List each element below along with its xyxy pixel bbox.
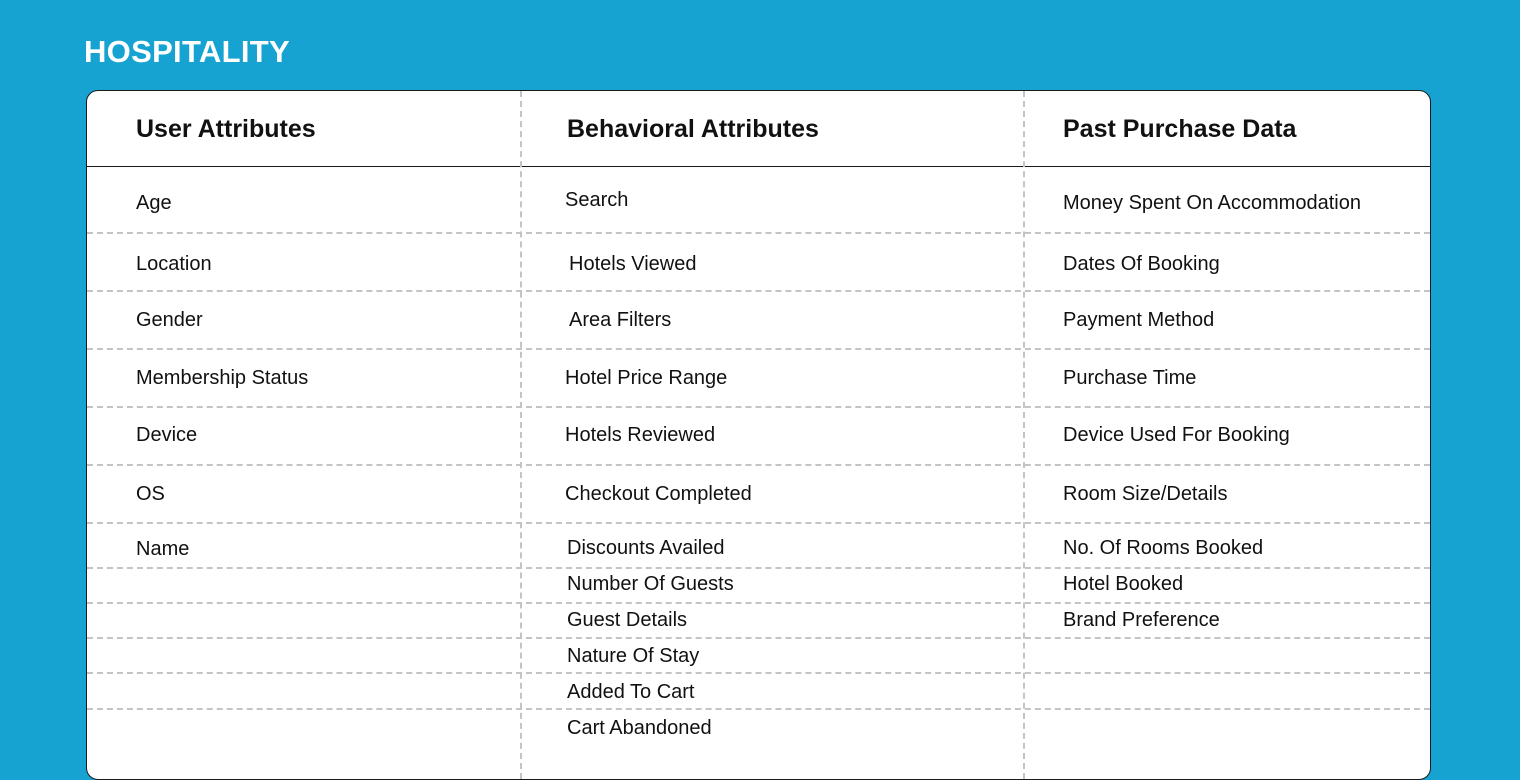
row-divider [87, 290, 1430, 292]
page-title: HOSPITALITY [84, 34, 290, 69]
behavioral-attribute-item: Added To Cart [567, 681, 695, 703]
past-purchase-item: Dates Of Booking [1063, 253, 1220, 275]
column-divider [520, 91, 522, 779]
column-header-past-purchase-data: Past Purchase Data [1063, 115, 1297, 143]
past-purchase-item: Money Spent On Accommodation [1063, 192, 1361, 214]
column-header-behavioral-attributes: Behavioral Attributes [567, 115, 819, 143]
behavioral-attribute-item: Hotels Viewed [569, 253, 697, 275]
row-divider [87, 522, 1430, 524]
user-attribute-item: OS [136, 483, 165, 505]
past-purchase-item: Brand Preference [1063, 609, 1220, 631]
behavioral-attribute-item: Hotel Price Range [565, 367, 728, 389]
past-purchase-item: Room Size/Details [1063, 483, 1228, 505]
table-header-row [87, 91, 1430, 167]
behavioral-attribute-item: Search [565, 189, 629, 211]
user-attribute-item: Location [136, 253, 212, 275]
past-purchase-item: Hotel Booked [1063, 573, 1184, 595]
past-purchase-item: No. Of Rooms Booked [1063, 537, 1264, 559]
past-purchase-item: Payment Method [1063, 309, 1215, 331]
behavioral-attribute-item: Hotels Reviewed [565, 424, 716, 446]
column-header-user-attributes: User Attributes [136, 115, 316, 143]
row-divider [87, 708, 1430, 710]
user-attribute-item: Membership Status [136, 367, 309, 389]
user-attribute-item: Name [136, 538, 190, 560]
behavioral-attribute-item: Number Of Guests [567, 573, 734, 595]
row-divider [87, 464, 1430, 466]
row-divider [87, 348, 1430, 350]
past-purchase-item: Device Used For Booking [1063, 424, 1290, 446]
behavioral-attribute-item: Cart Abandoned [567, 717, 712, 739]
user-attribute-item: Device [136, 424, 198, 446]
behavioral-attribute-item: Area Filters [569, 309, 672, 331]
column-divider [1023, 91, 1025, 779]
row-divider [87, 567, 1430, 569]
row-divider [87, 672, 1430, 674]
attributes-table [86, 90, 1431, 780]
row-divider [87, 232, 1430, 234]
user-attribute-item: Gender [136, 309, 203, 331]
user-attribute-item: Age [136, 192, 172, 214]
row-divider [87, 637, 1430, 639]
behavioral-attribute-item: Checkout Completed [565, 483, 752, 505]
row-divider [87, 602, 1430, 604]
row-divider [87, 406, 1430, 408]
past-purchase-item: Purchase Time [1063, 367, 1197, 389]
behavioral-attribute-item: Nature Of Stay [567, 645, 700, 667]
behavioral-attribute-item: Discounts Availed [567, 537, 725, 559]
behavioral-attribute-item: Guest Details [567, 609, 688, 631]
